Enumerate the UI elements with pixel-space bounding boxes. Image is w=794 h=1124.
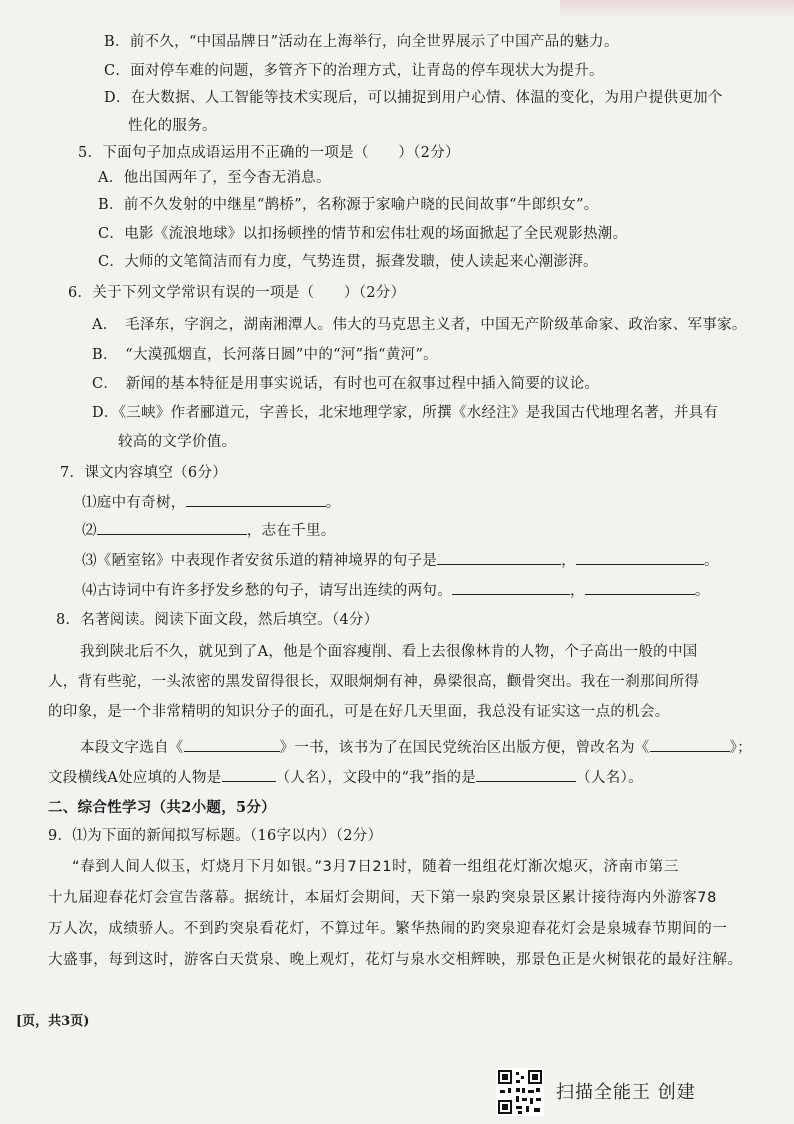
- q7-item-2-text: ，志在千里。: [246, 523, 336, 539]
- q9-news-line-3: 万人次，成绩骄人。不到趵突泉看花灯，不算过年。繁华热闹的趵突泉迎春花灯会是泉城春节期间的一: [48, 921, 728, 937]
- q7-item-3-text: ⑶《陋室铭》中表现作者安贫乐道的精神境界的句子是: [82, 553, 438, 569]
- q9-news-line-2: 十九届迎春花灯会宣告落幕。据统计，本届灯会期间，天下第一泉趵突泉景区累计接待海内外游客78: [48, 890, 717, 906]
- q4-option-d-cont: 性化的服务。: [128, 118, 217, 134]
- q9-news-line-1: “春到人间人似玉，灯烧月下月如银。”3月7日21时，随着一组组花灯渐次熄灭，济南市第三: [72, 859, 679, 875]
- q5-option-a: A．他出国两年了，至今杳无消息。: [98, 170, 331, 186]
- q4-option-c: C．面对停车难的问题，多管齐下的治理方式，让青岛的停车现状大为提升。: [104, 63, 604, 79]
- q7-item-1: ⑴庭中有奇树， 。: [82, 492, 340, 513]
- scanner-watermark: 扫描全能王 创建: [556, 1082, 696, 1103]
- q6-option-a: A． 毛泽东，字润之，湖南湘潭人。伟大的马克思主义者，中国无产阶级革命家、政治家、军事家。: [92, 317, 747, 333]
- q6-option-d-cont: 较高的文学价值。: [118, 434, 237, 450]
- q4-option-d: D．在大数据、人工智能等技术实现后，可以捕捉到用户心情、体温的变化，为用户提供更加个: [104, 90, 723, 106]
- q9-stem: 9．⑴为下面的新闻拟写标题。（16字以内）（2分）: [48, 828, 383, 844]
- q7-item-4-text: ⑷古诗词中有许多抒发乡愁的句子，请写出连续的两句。: [82, 583, 452, 599]
- section-2-heading: 二、综合性学习（共2小题，5分）: [48, 799, 276, 816]
- answer-blank[interactable]: [452, 580, 570, 595]
- q8-question-line-2: 文段横线A处应填的人物是 （人名），文段中的“我”指的是 （人名）。: [48, 767, 643, 788]
- q5-option-d: C．大师的文笔简洁而有力度，气势连贯，振聋发聩，使人读起来心潮澎湃。: [98, 254, 598, 270]
- answer-blank[interactable]: [476, 767, 576, 782]
- answer-blank[interactable]: [585, 580, 695, 595]
- q6-option-b: B． “大漠孤烟直，长河落日圆”中的“河”指“黄河”。: [92, 347, 438, 363]
- q8-passage-line-1: 我到陕北后不久，就见到了A，他是个面容瘦削、看上去很像林肯的人物，个子高出一般的中国: [80, 644, 698, 660]
- q8-passage-line-2: 人，背有些驼，一头浓密的黑发留得很长，双眼炯炯有神，鼻梁很高，颧骨突出。我在一刹那间所得: [48, 674, 700, 690]
- q9-news-line-4: 大盛事，每到这时，游客白天赏泉、晚上观灯，花灯与泉水交相辉映，那景色正是火树银花的最好注解。: [48, 952, 743, 968]
- answer-blank[interactable]: [576, 550, 704, 565]
- q7-item-1-text: ⑴庭中有奇树，: [82, 495, 186, 511]
- q6-stem: 6．关于下列文学常识有误的一项是（ ）（2分）: [68, 285, 406, 301]
- q6-option-d: D．《三峡》作者郦道元，字善长，北宋地理学家，所撰《水经注》是我国古代地理名著，并具有: [92, 405, 719, 421]
- q5-option-c: C．电影《流浪地球》以扣扬顿挫的情节和宏伟壮观的场面掀起了全民观影热潮。: [98, 226, 628, 242]
- q5-stem: 5．下面句子加点成语运用不正确的一项是（ ）（2分）: [78, 145, 460, 161]
- q5-option-b: B．前不久发射的中继星“鹊桥”，名称源于家喻户晓的民间故事“牛郎织女”。: [98, 197, 599, 213]
- answer-blank[interactable]: [437, 550, 561, 565]
- q8-passage-line-3: 的印象，是一个非常精明的知识分子的面孔，可是在好几天里面，我总没有证实这一点的机会。: [48, 704, 670, 720]
- q4-option-b: B．前不久，“中国品牌日”活动在上海举行，向全世界展示了中国产品的魅力。: [104, 34, 619, 50]
- q8-stem: 8．名著阅读。阅读下面文段，然后填空。（4分）: [56, 612, 379, 628]
- q7-stem: 7．课文内容填空（6分）: [60, 465, 228, 481]
- q7-item-3: ⑶《陋室铭》中表现作者安贫乐道的精神境界的句子是 ， 。: [82, 550, 719, 571]
- qr-code-icon: [496, 1068, 544, 1116]
- q8-question-line-1: 本段文字选自《 》一书，该书为了在国民党统治区出版方便，曾改名为《 》；: [80, 737, 752, 758]
- q7-item-4: ⑷古诗词中有许多抒发乡愁的句子，请写出连续的两句。 ， 。: [82, 580, 710, 601]
- page-footer: [页，共3页): [16, 1014, 90, 1029]
- answer-blank[interactable]: [184, 737, 280, 752]
- q6-option-c: C． 新闻的基本特征是用事实说话，有时也可在叙事过程中插入简要的议论。: [92, 376, 600, 392]
- q7-item-2: ⑵ ，志在千里。: [82, 520, 336, 541]
- answer-blank[interactable]: [97, 520, 247, 535]
- answer-blank[interactable]: [222, 767, 276, 782]
- answer-blank[interactable]: [186, 492, 326, 507]
- scan-shade: [560, 0, 794, 18]
- answer-blank[interactable]: [650, 737, 730, 752]
